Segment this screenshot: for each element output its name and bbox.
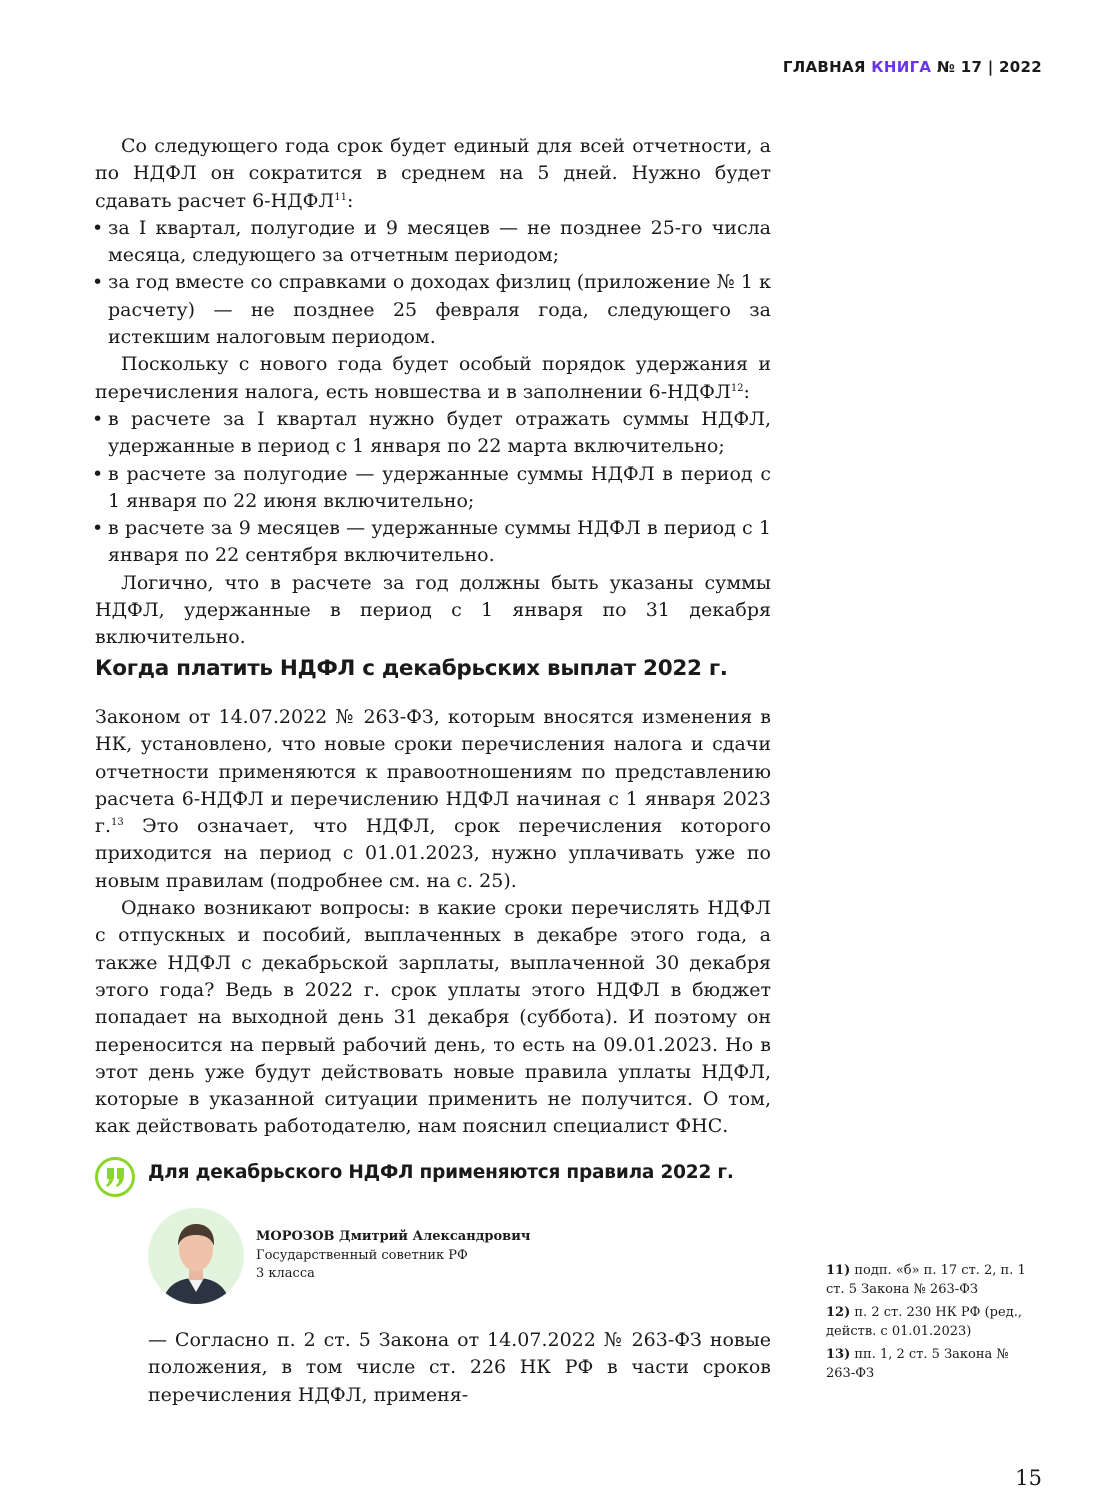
list-item: • в расчете за 9 месяцев — удержанные суммы НДФЛ в период с 1 января по 22 сентября включительно. xyxy=(92,517,771,567)
list-item: • за I квартал, полугодие и 9 месяцев — не позднее 25-го числа месяца, следующего за отчетным периодом; xyxy=(92,216,771,267)
quote-title: Для декабрьского НДФЛ применяются правила 2022 г. xyxy=(148,1162,734,1183)
brand-name-part2: КНИГА xyxy=(871,58,932,76)
footnote-ref[interactable]: 11 xyxy=(334,191,347,203)
list-item: • за год вместе со справками о доходах физлиц (приложение № 1 к расчету) — не позднее 25 февраля года, следующего за истекшим налоговым периодом. xyxy=(92,271,771,349)
expert-avatar xyxy=(148,1208,244,1304)
running-header xyxy=(783,58,1042,76)
bullet-icon: • xyxy=(92,407,104,430)
paragraph: Законом от 14.07.2022 № 263-ФЗ, которым вносятся изменения в НК, установлено, что новые сроки перечисления налога и сдачи отчетности применяются к правоотношениям по представлению расчета 6-НДФЛ и перечислению НДФЛ начиная с 1 января 2023 г.$^{13}$ Это означает, что НДФЛ, срок перечисления которого приходится на период с 01.01.2023, нужно уплачивать уже по новым правилам (подробнее см. на с. 25). xyxy=(95,706,771,892)
paragraph: Со следующего года срок будет единый для всей отчетности, а по НДФЛ он сократится в среднем на 5 дней. Нужно будет сдавать расчет 6-НДФЛ$^{11}$: xyxy=(95,135,771,212)
brand-name-part1: ГЛАВНАЯ xyxy=(782,58,866,76)
footnote-ref[interactable]: 13 xyxy=(111,817,124,829)
issue-number: № 17 | 2022 xyxy=(936,58,1042,76)
list-item: • в расчете за полугодие — удержанные суммы НДФЛ в период с 1 января по 22 июня включительно; xyxy=(92,462,771,512)
expert-name: МОРОЗОВ Дмитрий Александрович xyxy=(256,1229,531,1244)
quote-icon xyxy=(95,1157,135,1197)
bullet-icon: • xyxy=(92,216,104,239)
paragraph: Логично, что в расчете за год должны быть указаны суммы НДФЛ, удержанные в период с 1 января по 31 декабря включительно. xyxy=(95,571,771,649)
section-2-body xyxy=(95,704,771,1141)
list-item: • в расчете за I квартал нужно будет отражать суммы НДФЛ, удержанные в период с 1 января по 22 марта включительно; xyxy=(92,407,771,458)
bullet-icon: • xyxy=(92,271,104,294)
section-heading: Когда платить НДФЛ с декабрьских выплат 2022 г. xyxy=(95,656,728,681)
expert-position: Государственный советник РФ xyxy=(256,1247,468,1263)
paragraph: Поскольку с нового года будет особый порядок удержания и перечисления налога, есть новшества и в заполнении 6-НДФЛ$^{12}$: xyxy=(95,353,771,403)
footnote-item: 11) подп. «б» п. 17 ст. 2, п. 1 ст. 5 Закона № 263-ФЗ xyxy=(826,1263,1026,1297)
expert-info xyxy=(256,1228,556,1284)
footnote-item: 13) пп. 1, 2 ст. 5 Закона № 263-ФЗ xyxy=(826,1347,1009,1381)
section-1-body xyxy=(92,133,771,652)
paragraph: Однако возникают вопросы: в какие сроки перечислять НДФЛ с отпускных и пособий, выплаченных в декабре этого года, а также НДФЛ с декабрьской зарплаты, выплаченной 30 декабря этого года? Ведь в 2022 г. срок уплаты этого НДФЛ в бюджет попадает на выходной день 31 декабря (суббота). И поэтому он переносится на первый рабочий день, то есть на 09.01.2023. Но в этот день уже будут действовать новые правила уплаты НДФЛ, которые в указанной ситуации применить не получится. О том, как действовать работодателю, нам пояснил специалист ФНС. xyxy=(95,897,771,1138)
footnote-item: 12) п. 2 ст. 230 НК РФ (ред., действ. с 01.01.2023) xyxy=(826,1305,1022,1339)
page-number: 15 xyxy=(1015,1466,1042,1490)
expert-answer xyxy=(148,1327,771,1409)
bullet-icon: • xyxy=(92,462,104,485)
footnotes xyxy=(826,1262,1031,1388)
bullet-icon: • xyxy=(92,517,104,540)
expert-class: 3 класса xyxy=(256,1266,315,1281)
paragraph: — Согласно п. 2 ст. 5 Закона от 14.07.2022 № 263-ФЗ новые положения, в том числе ст. 226 НК РФ в части сроков перечисления НДФЛ, применя- xyxy=(148,1329,771,1406)
footnote-ref[interactable]: 12 xyxy=(730,382,744,394)
